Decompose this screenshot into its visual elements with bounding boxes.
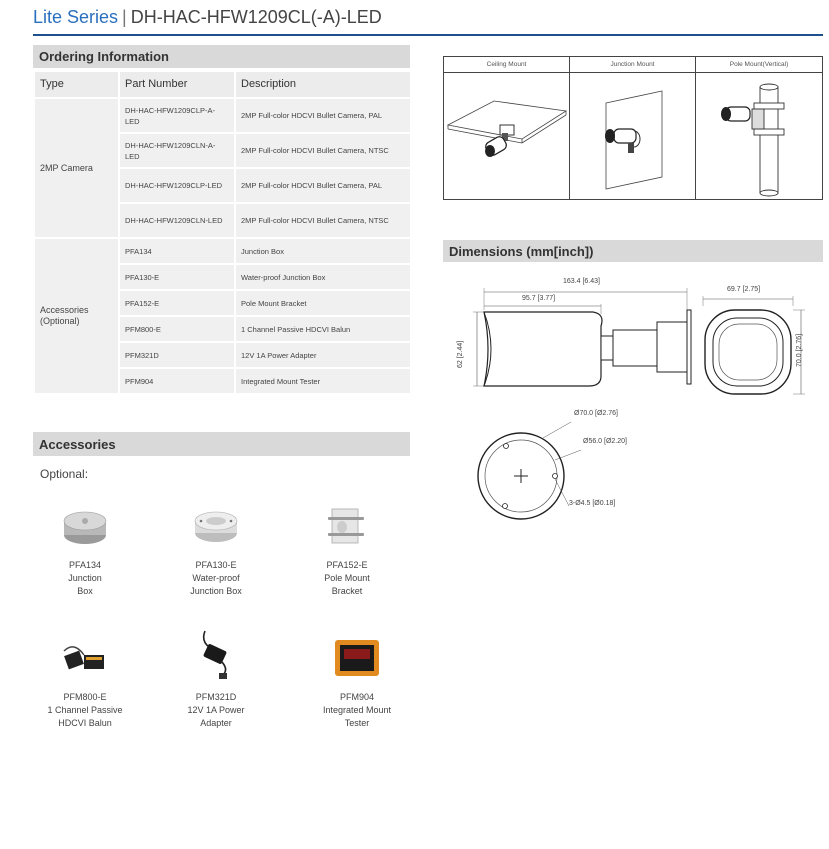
part-number-cell: PFA134 <box>119 238 235 264</box>
description-cell: Pole Mount Bracket <box>235 290 411 316</box>
part-number-cell: PFA130-E <box>119 264 235 290</box>
part-number-cell: PFA152-E <box>119 290 235 316</box>
type-cell: 2MP Camera <box>34 98 119 238</box>
accessory-label: Junction <box>68 573 102 583</box>
accessory-label: Water-proof <box>192 573 240 583</box>
mount-caption: Pole Mount(Vertical) <box>696 57 822 73</box>
dim-front-width: 69.7 [2.75] <box>727 286 761 293</box>
accessory-item <box>297 637 417 730</box>
description-cell: 12V 1A Power Adapter <box>235 342 411 368</box>
accessory-label: 12V 1A Power <box>187 705 245 715</box>
description-cell: 2MP Full-color HDCVI Bullet Camera, NTSC <box>235 133 411 168</box>
optional-label: Optional: <box>40 467 89 481</box>
accessory-item <box>156 627 276 730</box>
description-cell: Water-proof Junction Box <box>235 264 411 290</box>
dimension-drawing <box>443 270 829 520</box>
description-cell: 2MP Full-color HDCVI Bullet Camera, PAL <box>235 168 411 203</box>
accessory-part: PFM904 <box>339 692 374 702</box>
accessory-label: Adapter <box>200 718 232 728</box>
description-cell: 1 Channel Passive HDCVI Balun <box>235 316 411 342</box>
accessory-part: PFA152-E <box>326 560 368 570</box>
dim-front-height: 70.0 [2.76] <box>796 333 803 367</box>
junction-mount-panel <box>570 57 696 199</box>
accessory-item <box>25 505 145 598</box>
ceiling-mount-icon <box>444 73 568 199</box>
accessory-label: HDCVI Balun <box>58 718 112 728</box>
description-cell: Junction Box <box>235 238 411 264</box>
dim-base-inner: Ø56.0 [Ø2.20] <box>583 438 627 445</box>
accessory-label: 1 Channel Passive <box>47 705 123 715</box>
header-rule <box>33 34 823 36</box>
dim-body-length: 95.7 [3.77] <box>522 295 556 302</box>
ceiling-mount-panel <box>444 57 570 199</box>
balun-icon <box>60 637 110 682</box>
dim-side-height: 62 [2.44] <box>457 340 464 368</box>
page-header <box>33 7 382 28</box>
part-number-cell: DH-HAC-HFW1209CLN-LED <box>119 203 235 238</box>
mount-caption: Junction Mount <box>570 57 695 73</box>
accessory-label: Pole Mount <box>324 573 370 583</box>
accessory-part: PFA130-E <box>195 560 237 570</box>
table-row <box>34 98 411 133</box>
dim-base-outer: Ø70.0 [Ø2.76] <box>574 410 618 417</box>
accessory-item <box>156 505 276 598</box>
accessory-item <box>25 637 145 730</box>
column-header: Description <box>235 71 411 98</box>
pole-mount-panel <box>696 57 822 199</box>
dim-base-holes: 3-Ø4.5 [Ø0.18] <box>569 500 616 507</box>
pole-mount-icon <box>696 73 820 199</box>
accessory-part: PFM321D <box>195 692 237 702</box>
part-number-cell: DH-HAC-HFW1209CLP-A-LED <box>119 98 235 133</box>
accessory-part: PFA134 <box>68 560 102 570</box>
column-header: Type <box>34 71 119 98</box>
part-number-cell: PFM904 <box>119 368 235 394</box>
description-cell: 2MP Full-color HDCVI Bullet Camera, PAL <box>235 98 411 133</box>
part-number-cell: DH-HAC-HFW1209CLN-A-LED <box>119 133 235 168</box>
ordering-table <box>33 70 412 395</box>
accessory-label: Bracket <box>331 586 363 596</box>
type-cell: Accessories (Optional) <box>34 238 119 394</box>
accessory-item <box>287 505 407 598</box>
header-separator: | <box>122 7 127 27</box>
table-header-row <box>34 71 411 98</box>
accessory-part: PFM800-E <box>63 692 107 702</box>
accessory-label: Junction Box <box>190 586 242 596</box>
part-number-cell: PFM321D <box>119 342 235 368</box>
model-name: DH-HAC-HFW1209CL(-A)-LED <box>130 7 382 27</box>
junction-box-icon <box>60 505 110 550</box>
description-cell: 2MP Full-color HDCVI Bullet Camera, NTSC <box>235 203 411 238</box>
accessory-label: Tester <box>344 718 370 728</box>
ordering-section-title: Ordering Information <box>33 45 410 68</box>
waterproof-junction-box-icon <box>191 505 241 550</box>
junction-mount-icon <box>570 73 694 199</box>
description-cell: Integrated Mount Tester <box>235 368 411 394</box>
mount-illustrations <box>443 56 823 200</box>
accessory-label: Box <box>77 586 93 596</box>
accessory-label: Integrated Mount <box>322 705 392 715</box>
accessories-section-title: Accessories <box>33 432 410 456</box>
part-number-cell: PFM800-E <box>119 316 235 342</box>
dimensions-section-title: Dimensions (mm[inch]) <box>443 240 823 262</box>
part-number-cell: DH-HAC-HFW1209CLP-LED <box>119 168 235 203</box>
table-row <box>34 238 411 264</box>
series-name: Lite Series <box>33 7 119 27</box>
dim-total-length: 163.4 [6.43] <box>563 278 600 285</box>
mount-tester-icon <box>332 637 382 682</box>
column-header: Part Number <box>119 71 235 98</box>
pole-mount-bracket-icon <box>322 505 372 550</box>
mount-caption: Ceiling Mount <box>444 57 569 73</box>
power-adapter-icon <box>191 627 241 682</box>
